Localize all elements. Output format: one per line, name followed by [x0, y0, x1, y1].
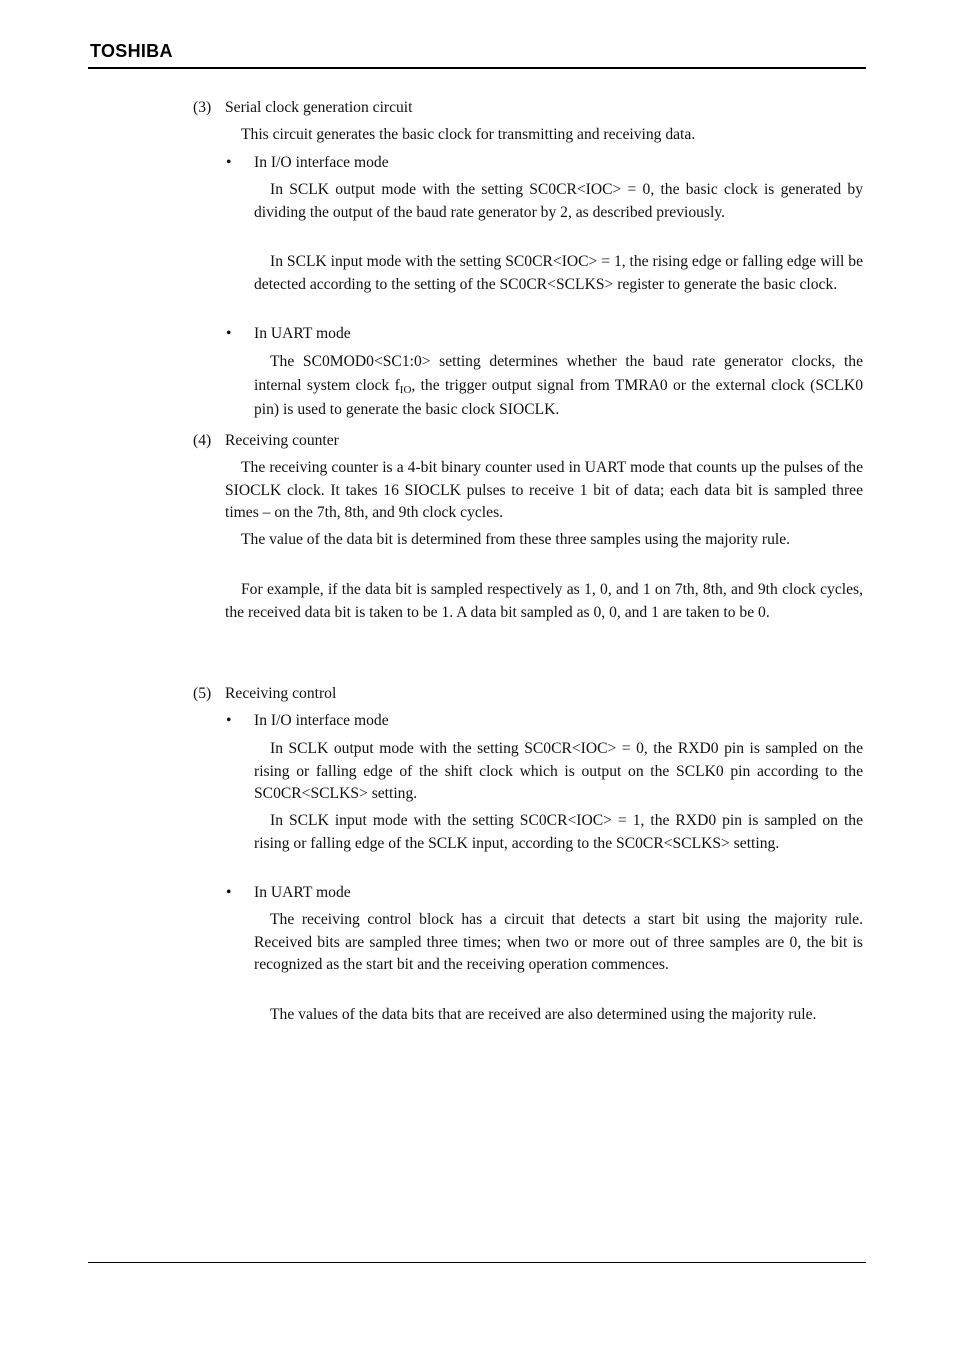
section-5-uart-heading: In UART mode: [254, 884, 351, 901]
section-3-uart-heading: In UART mode: [254, 325, 351, 342]
uart-subscript: IO: [399, 383, 412, 396]
header-rule: [88, 67, 866, 69]
section-5-number: (5): [193, 685, 212, 702]
section-5-uart-paragraph-1: The receiving control block has a circuit that detects a start bit using the majority rule. Received bits are sampled three times; when two or more out of three samples are 0, the bit is recognized as the start bit and the receiving operation commences.: [254, 911, 863, 974]
section-3-io-heading: In I/O interface mode: [254, 154, 389, 171]
toshiba-logo: TOSHIBA: [90, 41, 173, 61]
footer-rule: [88, 1262, 866, 1263]
section-5-title: Receiving control: [225, 685, 337, 702]
section-3-uart-paragraph: [254, 350, 863, 421]
section-5-io-paragraph-1: In SCLK output mode with the setting SC0CR<IOC> = 0, the RXD0 pin is sampled on the rising or falling edge of the shift clock which is output on the SCLK0 pin according to the SC0CR<SCLKS> setting.: [254, 740, 863, 803]
section-4-number: (4): [193, 432, 212, 449]
section-4-paragraph-3: For example, if the data bit is sampled respectively as 1, 0, and 1 on 7th, 8th, and 9th clock cycles, the received data bit is taken to be 1. A data bit sampled as 0, 0, and 1 are taken to be 0.: [225, 581, 863, 621]
bullet-dot: •: [226, 712, 232, 729]
uart-text-b: , the trigger output signal from TMRA0 or the external clock (SCLK0 pin) is used to generate the basic clock SIOCLK.: [254, 376, 863, 418]
section-3-io-paragraph-1: In SCLK output mode with the setting SC0CR<IOC> = 0, the basic clock is generated by dividing the output of the baud rate generator by 2, as described previously.: [254, 181, 863, 221]
section-4-title: Receiving counter: [225, 432, 339, 449]
section-5-uart-paragraph-2: The values of the data bits that are received are also determined using the majority rule.: [270, 1006, 817, 1023]
section-3-title: Serial clock generation circuit: [225, 99, 413, 116]
section-4-paragraph-1: The receiving counter is a 4-bit binary counter used in UART mode that counts up the pulses of the SIOCLK clock. It takes 16 SIOCLK pulses to receive 1 bit of data; each data bit is sampled three times – on the 7th, 8th, and 9th clock cycles.: [225, 459, 863, 522]
section-3-io-paragraph-2: In SCLK input mode with the setting SC0CR<IOC> = 1, the rising edge or falling edge will be detected according to the setting of the SC0CR<SCLKS> register to generate the basic clock.: [254, 253, 863, 293]
bullet-dot: •: [226, 884, 232, 901]
section-4-paragraph-2: The value of the data bit is determined from these three samples using the majority rule.: [241, 531, 791, 548]
section-3-number: (3): [193, 99, 212, 116]
uart-text-a: The SC0MOD0<SC1:0> setting determines whether the baud rate generator clocks, the internal system clock f: [254, 353, 863, 394]
section-5-io-heading: In I/O interface mode: [254, 712, 389, 729]
section-3-intro: This circuit generates the basic clock for transmitting and receiving data.: [241, 126, 696, 143]
section-5-io-paragraph-2: In SCLK input mode with the setting SC0CR<IOC> = 1, the RXD0 pin is sampled on the rising or falling edge of the SCLK input, according to the SC0CR<SCLKS> setting.: [254, 812, 863, 852]
bullet-dot: •: [226, 325, 232, 342]
bullet-dot: •: [226, 154, 232, 171]
